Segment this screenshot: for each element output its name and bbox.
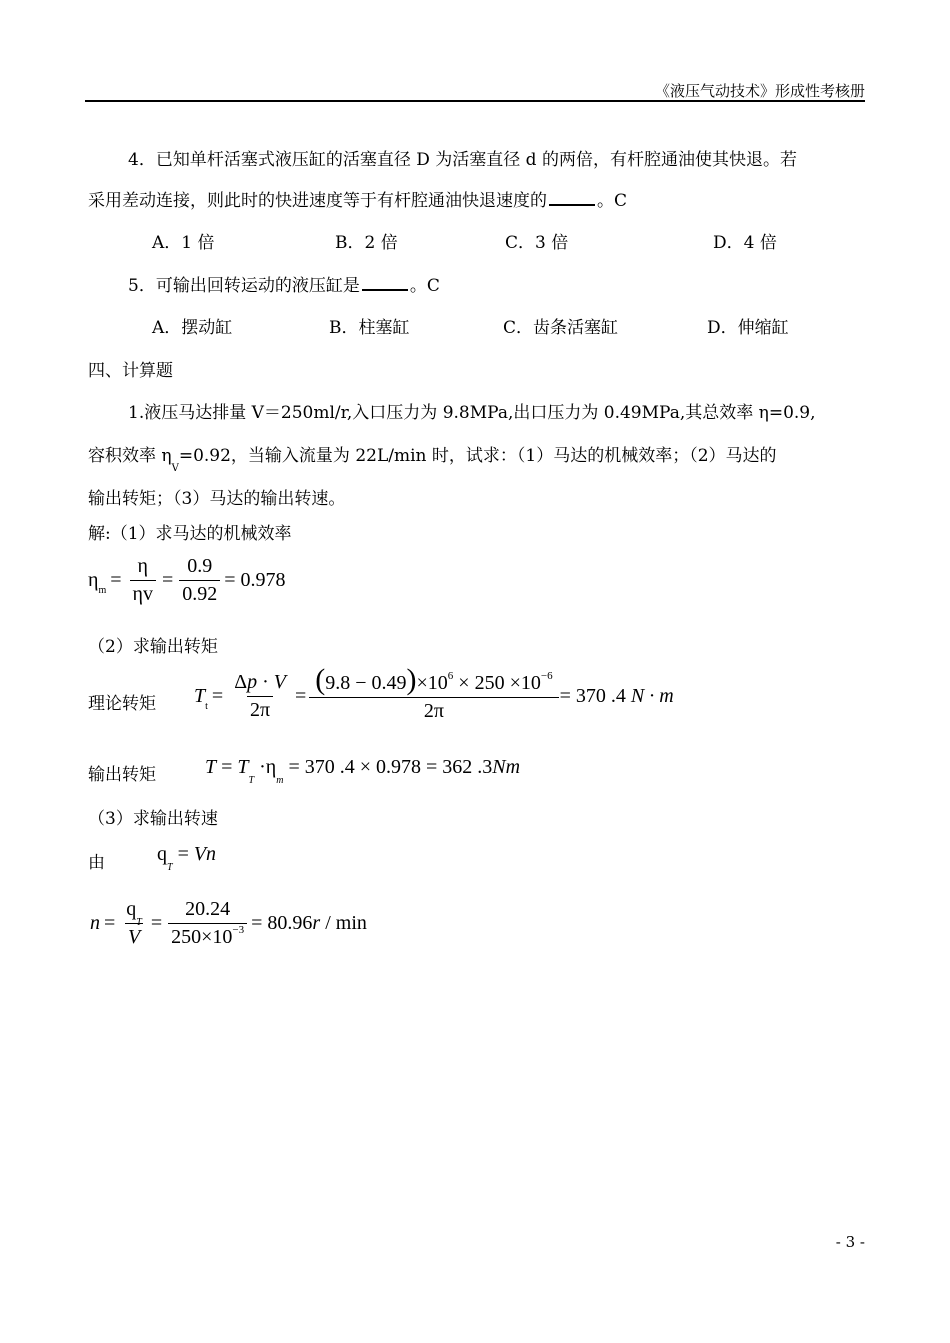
eq1-result: = 0.978 (224, 569, 286, 591)
step3-heading: （3）求输出转速 (88, 809, 218, 829)
equation-output-speed: n = $\frac{q_T}{V}$ = $\frac{20.24}{250\times 10^{-3}}$ = 80.96r / min (90, 898, 367, 948)
q4-option-c: C．3 倍 (505, 233, 569, 253)
equation-mechanical-efficiency: η m = $\frac{\eta}{\eta v}$ = $\frac{0.9}{0.92}$ = 0.978 (88, 555, 286, 605)
problem1-line1: 1.液压马达排量 V＝250ml/r,入口压力为 9.8MPa,出口压力为 0.49MPa,其总效率 η=0.9, (128, 403, 816, 423)
eq5-fraction-1: $\frac{q_T}{V}$ (126, 898, 142, 948)
answer-blank (549, 190, 595, 206)
q5-option-c: C．齿条活塞缸 (503, 318, 619, 338)
eq1-lhs-sub: m (98, 585, 107, 596)
equation-flow: $q_T = Vn$ (157, 843, 217, 873)
q5-option-d: D．伸缩缸 (707, 318, 789, 338)
by-label: 由 (88, 853, 105, 873)
q5-option-b: B．柱塞缸 (329, 318, 410, 338)
eq2-fraction-1: $\frac{\Delta p \cdot V}{2\pi}$ (234, 671, 286, 721)
eq5-fraction-2: $\frac{20.24}{250\times 10^{-3}}$ (168, 898, 247, 949)
eq2-lhs: T (194, 685, 206, 707)
eq2-result: = 370 .4 N · m (559, 685, 674, 707)
problem1-line2-a: 容积效率 η (88, 446, 172, 466)
equation-theoretical-torque: T t = $\frac{\Delta p \cdot V}{2\pi}$ = $\frac{(9.8 - 0.49)\times 10^6 \times 250 \times 10^{-6}}{2\pi}$ = 370 .4 N · m (194, 663, 674, 722)
problem1-line2-sub: V (171, 463, 179, 474)
q5-option-a: A．摆动缸 (152, 318, 233, 338)
output-torque-label: 输出转矩 (88, 765, 156, 785)
eq5-result: = 80.96r / min (251, 912, 367, 934)
page-number: - 3 - (835, 1233, 865, 1251)
section-title: 四、计算题 (88, 361, 173, 381)
q5-text: 5．可输出回转运动的液压缸是 (128, 276, 360, 296)
step2-heading: （2）求输出转矩 (88, 637, 218, 657)
problem1-line3: 输出转矩；（3）马达的输出转速。 (88, 489, 346, 509)
eq1-fraction-1: $\frac{\eta}{\eta v}$ (130, 555, 156, 606)
q4-line2-text: 采用差动连接，则此时的快进速度等于有杆腔通油快退速度的 (88, 191, 547, 211)
running-header: 《液压气动技术》形成性考核册 (654, 82, 865, 100)
answer-blank (362, 275, 408, 291)
eq2-lhs-sub: t (205, 701, 208, 712)
q4-option-b: B．2 倍 (335, 233, 398, 253)
solution-intro: 解:（1）求马达的机械效率 (88, 524, 292, 544)
eq1-fraction-2: $\frac{0.9}{0.92}$ (179, 555, 220, 606)
q4-answer: 。C (597, 191, 628, 211)
eq2-fraction-2: $\frac{(9.8 - 0.49)\times 10^6 \times 250 \times 10^{-6}}{2\pi}$ (312, 670, 555, 723)
q4-option-d: D．4 倍 (713, 233, 777, 253)
q5-line (128, 271, 440, 296)
equation-output-torque: $T = T_T \cdot\eta_m = 370$ .4 × 0.978 = 362 .3Nm (205, 756, 521, 786)
q5-answer: 。C (409, 276, 440, 296)
q4-line2 (88, 186, 627, 211)
problem1-line2 (88, 441, 777, 474)
problem1-line2-b: =0.92，当输入流量为 22L/min 时，试求：（1）马达的机械效率；（2）马达的 (178, 446, 777, 466)
header-rule (85, 100, 865, 102)
theory-torque-label: 理论转矩 (88, 694, 156, 714)
q4-option-a: A．1 倍 (152, 233, 215, 253)
eq1-lhs: η (88, 569, 99, 591)
q4-line1: 4．已知单杆活塞式液压缸的活塞直径 D 为活塞直径 d 的两倍，有杆腔通油使其快退。若 (128, 150, 797, 170)
